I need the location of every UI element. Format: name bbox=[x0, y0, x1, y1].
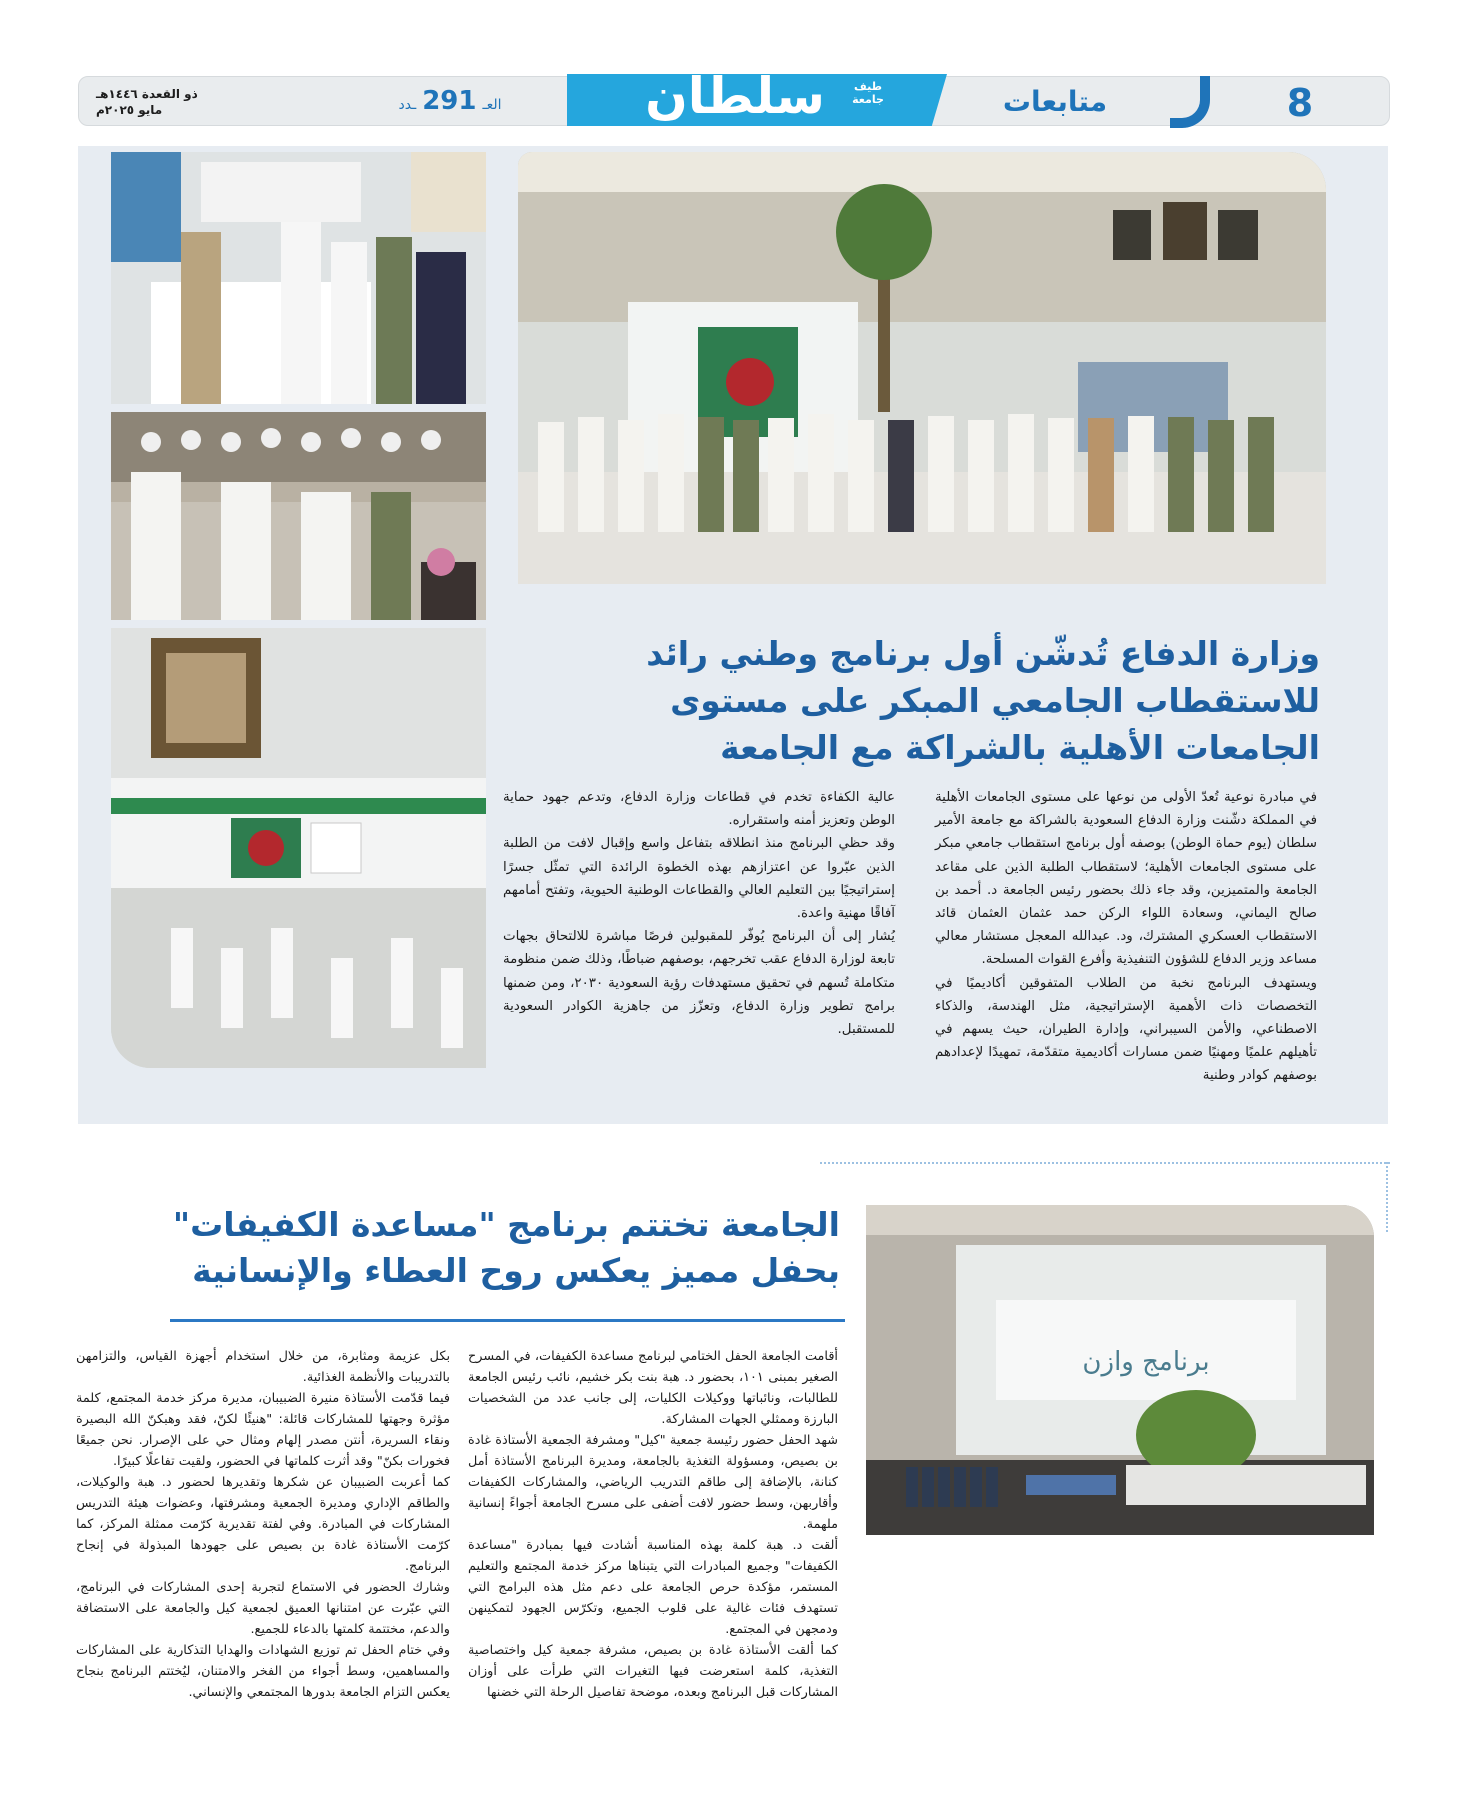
paragraph: في مبادرة نوعية تُعدّ الأولى من نوعها على مستوى الجامعات الأهلية في المملكة دشّنت وزارة الدفاع السعودية بالشراكة مع جامعة الأمير سلطان (يوم حماة الوطن) بوصفه أول برنامج استقطاب جامعي مبكر على مستوى الجامعات الأهلية؛ لاستقطاب الطلبة الذين على مقاعد الجامعة والمتميزين، وقد جاء ذلك بحضور رئيس الجامعة د. أحمد بن صالح اليماني، وسعادة اللواء الركن حمد عثمان العثمان قائد الاستقطاب العسكري المشترك، ود. عبدالله المعجل مستشار معالي مساعد وزير الدفاع للشؤون التنفيذية وأفرع القوات المسلحة. bbox=[935, 790, 1317, 968]
issue-label-left: العـ bbox=[482, 97, 502, 113]
group-photo-illustration bbox=[518, 152, 1326, 584]
issue-number bbox=[360, 86, 540, 116]
section-title: متابعات bbox=[1002, 85, 1108, 118]
audience-photo-illustration bbox=[111, 412, 486, 620]
article2-column-right bbox=[468, 1346, 838, 1791]
page-number: 8 bbox=[1286, 81, 1314, 125]
booth-photo-illustration bbox=[111, 152, 486, 404]
photo-ceremony-stage bbox=[866, 1205, 1374, 1535]
headline-defense: وزارة الدفاع تُدشّن أول برنامج وطني رائد للاستقطاب الجامعي المبكر على مستوى الجامعات الأهلية بالشراكة مع الجامعة bbox=[646, 634, 1320, 767]
paragraph: وقد حظي البرنامج منذ انطلاقه بتفاعل واسع وإقبال لافت من الطلبة الذين عبّروا عن اعتزازهم بهذه الخطوة الرائدة التي تمثّل جسرًا إستراتيجيًا بين التعليم العالي والقطاعات الوطنية الحيوية، وتفتح أمامهم آفاقًا مهنية واعدة. bbox=[503, 836, 895, 922]
paragraph: عالية الكفاءة تخدم في قطاعات وزارة الدفاع، وتدعم جهود حماية الوطن وتعزيز أمنه واستقراره. bbox=[503, 790, 895, 829]
headline-underline bbox=[170, 1319, 845, 1322]
photo-audience bbox=[111, 412, 486, 620]
issue-date bbox=[96, 86, 266, 118]
issue-label-right: ـدد bbox=[398, 97, 417, 113]
issue-number-value: 291 bbox=[422, 86, 477, 116]
logo-subtitle: طيف جامعة bbox=[852, 80, 884, 106]
paragraph: شهد الحفل حضور رئيسة جمعية "كيل" ومشرفة الجمعية الأستاذة غادة بن بصيص، ومسؤولة التغذية بالجامعة، ومديرة البرنامج الأستاذة أمل كنانة، بالإضافة إلى طاقم التدريب الرياضي، والمشاركات الكفيفات وأقاربهن، وسط حضور لافت أضفى على مسرح الجامعة أجواءً إنسانية ملهمة. bbox=[468, 1433, 838, 1532]
date-hijri: ذو القعدة ١٤٤٦هـ bbox=[96, 87, 198, 101]
paragraph: كما ألقت الأستاذة غادة بن بصيص، مشرفة جمعية كيل واختصاصية التغذية، كلمة استعرضت فيها التغيرات التي طرأت على أوزان المشاركات قبل البرنامج وبعده، موضحة تفاصيل الرحلة التي خضنها bbox=[468, 1643, 838, 1700]
article1-column-left bbox=[503, 786, 895, 1086]
headline-blind-program: الجامعة تختتم برنامج "مساعدة الكفيفات" بحفل مميز يعكس روح العطاء والإنسانية bbox=[172, 1205, 840, 1290]
hall-photo-illustration bbox=[111, 628, 486, 1068]
paragraph: ألقت د. هبة كلمة بهذه المناسبة أشادت فيها بمبادرة "مساعدة الكفيفات" وجميع المبادرات التي يتبناها مركز خدمة المجتمع والتعليم المستمر، مؤكدة حرص الجامعة على دعم مثل هذه البرامج التي تستهدف فئات غالية على قلوب الجميع، وتكرّس الجهود لتمكينهن ودمجهن في المجتمع. bbox=[468, 1538, 838, 1637]
photo-booth-visit bbox=[111, 152, 486, 404]
paragraph: يُشار إلى أن البرنامج يُوفّر للمقبولين فرصًا مباشرة للالتحاق بجهات تابعة لوزارة الدفاع عقب تخرجهم، بوصفهم ضباطًا، وذلك ضمن منظومة متكاملة تُسهم في تحقيق مستهدفات رؤية السعودية ٢٠٣٠، ومن ضمنها برامج تطوير وزارة الدفاع، وتعزّز من جاهزية الكوادر السعودية للمستقبل. bbox=[503, 929, 895, 1038]
screen-text: برنامج وازن bbox=[1082, 1347, 1210, 1377]
divider-dotted-vertical bbox=[1386, 1162, 1388, 1232]
divider-dotted bbox=[820, 1162, 1390, 1164]
paragraph: وشارك الحضور في الاستماع لتجربة إحدى المشاركات في البرنامج، التي عبّرت عن امتنانها العميق لجمعية كيل والجامعة على الاستضافة والدعم، مختتمة كلمتها بالدعاء للجميع. bbox=[76, 1580, 450, 1637]
photo-exhibition-hall bbox=[111, 628, 486, 1068]
paragraph: وفي ختام الحفل تم توزيع الشهادات والهدايا التذكارية على المشاركات والمساهمين، وسط أجواء من الفخر والامتنان، ليُختتم البرنامج بنجاح يعكس التزام الجامعة بدورها المجتمعي والإنساني. bbox=[76, 1643, 450, 1700]
paragraph: ويستهدف البرنامج نخبة من الطلاب المتفوقين أكاديميًا في التخصصات ذات الأهمية الإستراتيجية، مثل الهندسة، والذكاء الاصطناعي، والأمن السيبراني، وإدارة الطيران، حيث يسهم في تأهيلهم علميًا ومهنيًا ضمن مسارات أكاديمية متقدّمة، تمهيدًا لإعدادهم بوصفهم كوادر وطنية bbox=[935, 975, 1317, 1084]
paragraph: بكل عزيمة ومثابرة، من خلال استخدام أجهزة القياس، والتزامهن بالتدريبات والأنظمة الغذائية. bbox=[76, 1349, 450, 1385]
date-gregorian: مايو ٢٠٢٥م bbox=[96, 103, 163, 117]
paragraph: أقامت الجامعة الحفل الختامي لبرنامج مساعدة الكفيفات، في المسرح الصغير بمبنى ١٠١، بحضور د. هبة بنت بكر خشيم، نائب رئيس الجامعة للطالبات، ونائباتها ووكيلات الكليات، إلى جانب عدد من الشخصيات البارزة وممثلي الجهات المشاركة. bbox=[468, 1349, 838, 1427]
ceremony-photo-illustration bbox=[866, 1205, 1374, 1535]
paragraph: فيما قدّمت الأستاذة منيرة الضبيبان، مديرة مركز خدمة المجتمع، كلمة مؤثرة وجهتها للمشاركات قائلة: "هنيئًا لكنّ، فقد وهبكنّ الله البصيرة ونقاء السريرة، أنتن مصدر إلهام ومثال حي على الإصرار. نحن جميعًا فخورات بكنّ" وقد أثرت كلماتها في الحضور، ولقيت تفاعلًا كبيرًا. bbox=[76, 1391, 450, 1469]
article1-column-right bbox=[935, 786, 1317, 1086]
group-photo bbox=[518, 152, 1326, 584]
paragraph: كما أعربت الضبيبان عن شكرها وتقديرها لحضور د. هبة والوكيلات، والطاقم الإداري ومديرة الجمعية ومشرفتها، وعضوات هيئة التدريس المشاركات في المبادرة. وفي لفتة تقديرية كرّمت ممثلة المركز، كما كرّمت الأستاذة غادة بن بصيص على جهودها المبذولة في إنجاح البرنامج. bbox=[76, 1475, 450, 1574]
logo-wordmark: سلطان bbox=[645, 67, 825, 125]
article2-column-left bbox=[76, 1346, 450, 1791]
